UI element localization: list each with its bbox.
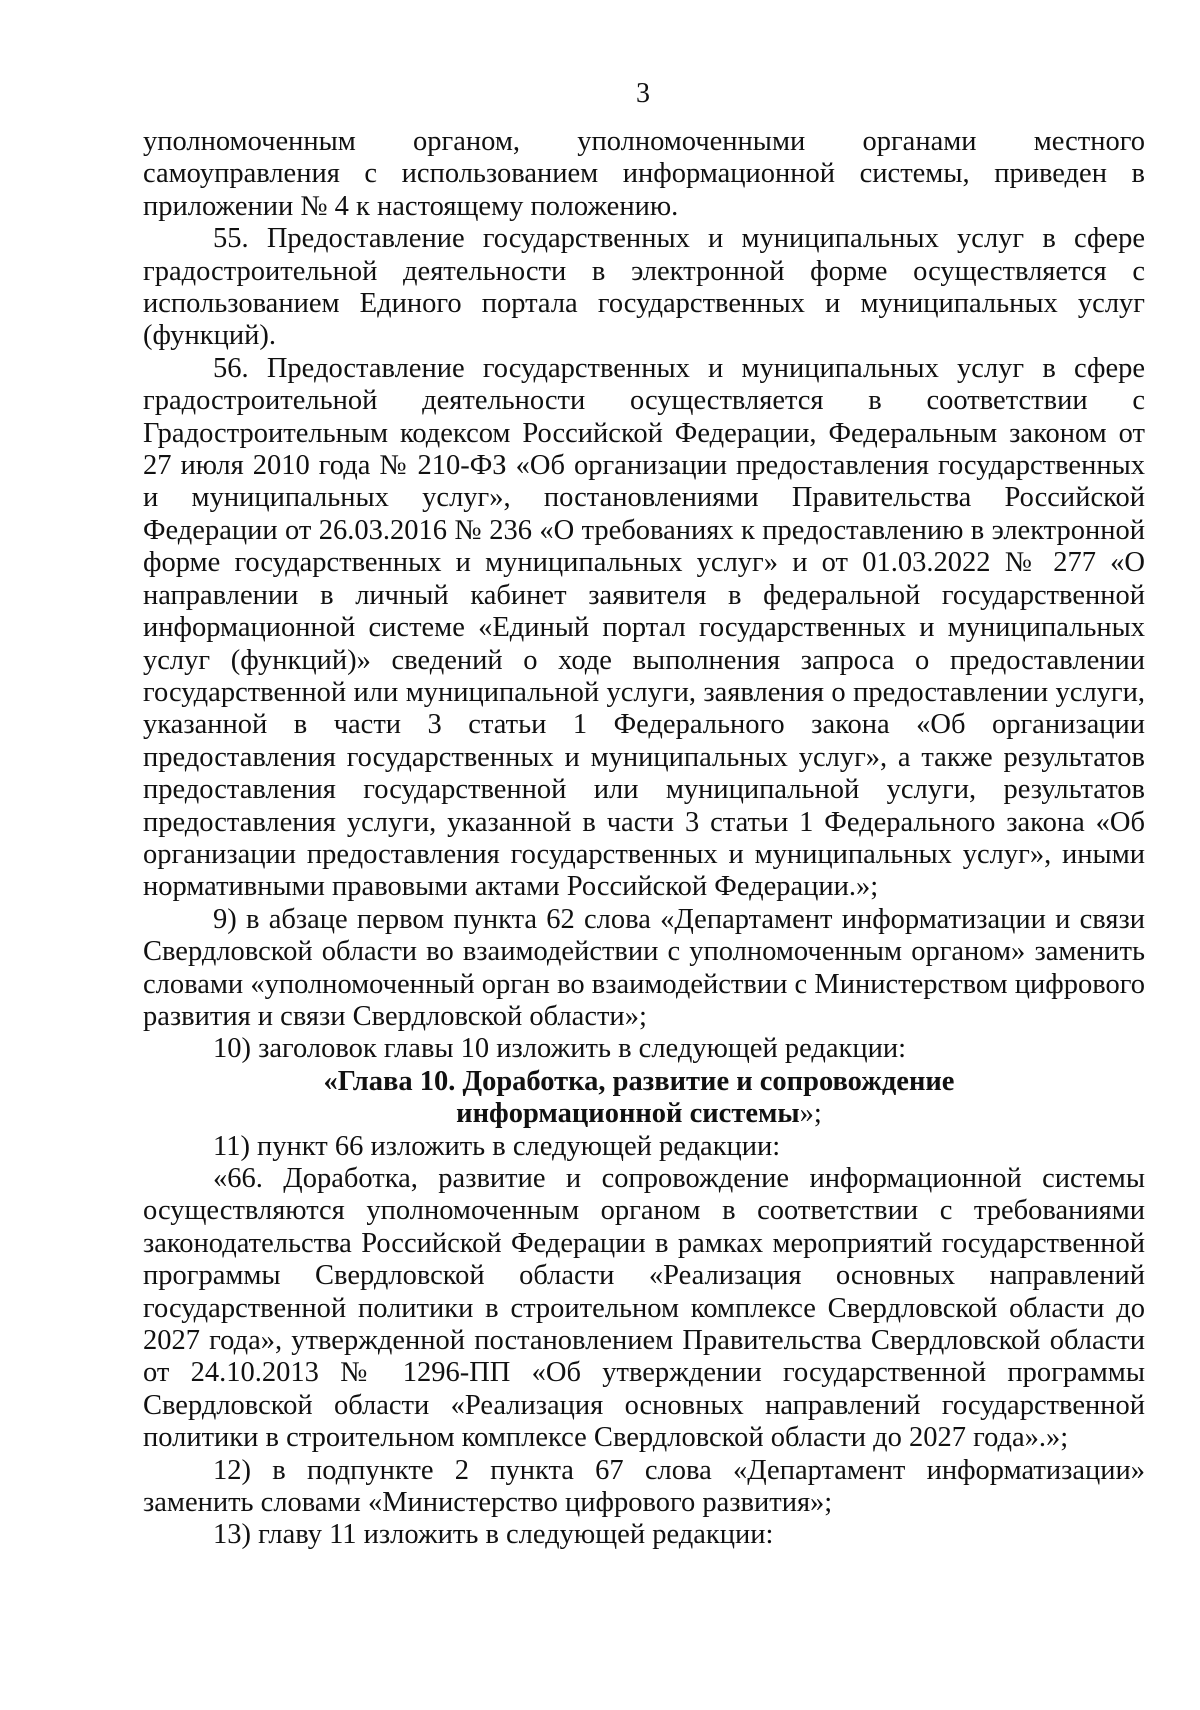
chapter-heading-tail: »;	[799, 1098, 822, 1130]
paragraph-55: 55. Предоставление государственных и муниципальных услуг в сфере градостроительной деятельности в электронной форме осуществляется с использованием Единого портала государственных и муниципальных услуг (функций).	[143, 223, 1145, 352]
amendment-9: 9) в абзаце первом пункта 62 слова «Департамент информатизации и связи Свердловской области во взаимодействии с уполномоченным органом» заменить словами «уполномоченный орган во взаимодействии с Министерством цифрового развития и связи Свердловской области»;	[143, 903, 1145, 1032]
amendment-12: 12) в подпункте 2 пункта 67 слова «Департамент информатизации» заменить словами «Министерство цифрового развития»;	[143, 1454, 1145, 1519]
document-body	[143, 126, 1145, 1552]
paragraph-56: 56. Предоставление государственных и муниципальных услуг в сфере градостроительной деятельности осуществляется в соответствии с Градостроительным кодексом Российской Федерации, Федеральным законом от 27 июля 2010 года № 210-ФЗ «Об организации предоставления государственных и муниципальных услуг», постановлениями Правительства Российской Федерации от 26.03.2016 № 236 «О требованиях к предоставлению в электронной форме государственных и муниципальных услуг» и от 01.03.2022 № 277 «О направлении в личный кабинет заявителя в федеральной государственной информационной системе «Единый портал государственных и муниципальных услуг (функций)» сведений о ходе выполнения запроса о предоставлении государственной или муниципальной услуги, заявления о предоставлении услуги, указанной в части 3 статьи 1 Федерального закона «Об организации предоставления государственных и муниципальных услуг», а также результатов предоставления государственной или муниципальной услуги, результатов предоставления услуги, указанной в части 3 статьи 1 Федерального закона «Об организации предоставления государственных и муниципальных услуг», иными нормативными правовыми актами Российской Федерации.»;	[143, 352, 1145, 903]
paragraph-continuation: уполномоченным органом, уполномоченными органами местного самоуправления с использованием информационной системы, приведен в приложении № 4 к настоящему положению.	[143, 126, 1145, 222]
amendment-10: 10) заголовок главы 10 изложить в следующей редакции:	[213, 1033, 907, 1065]
paragraph-66: «66. Доработка, развитие и сопровождение информационной системы осуществляются уполномоченным органом в соответствии с требованиями законодательства Российской Федерации в рамках мероприятий государственной программы Свердловской области «Реализация основных направлений государственной политики в строительном комплексе Свердловской области до 2027 года», утвержденной постановлением Правительства Свердловской области от 24.10.2013 № 1296-ПП «Об утверждении государственной программы Свердловской области «Реализация основных направлений государственной политики в строительном комплексе Свердловской области до 2027 года».»;	[143, 1163, 1145, 1454]
page-number: 3	[636, 78, 650, 109]
chapter-heading	[143, 1066, 1145, 1131]
chapter-heading-line1: «Глава 10. Доработка, развитие и сопровождение	[323, 1065, 955, 1097]
chapter-heading-line2: информационной системы	[456, 1098, 800, 1130]
amendment-13: 13) главу 11 изложить в следующей редакции:	[213, 1519, 774, 1551]
amendment-11: 11) пункт 66 изложить в следующей редакции:	[213, 1130, 781, 1162]
chapter-heading-line2-wrap	[213, 1098, 1065, 1130]
